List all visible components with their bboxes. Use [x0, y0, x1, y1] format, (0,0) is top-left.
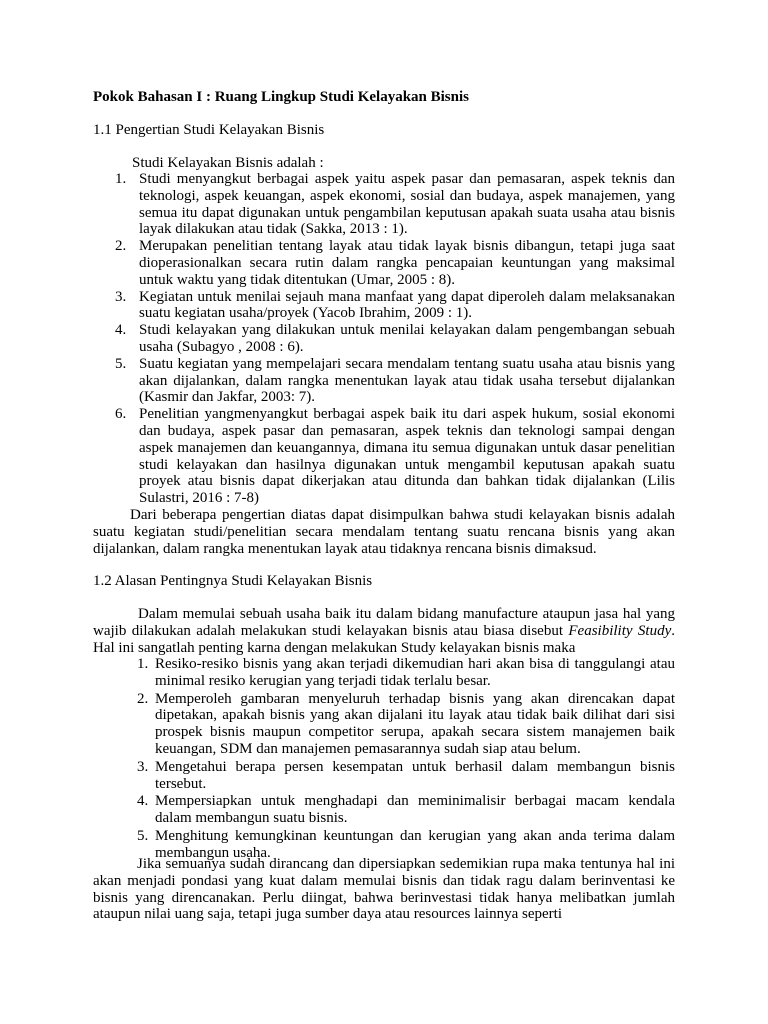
closing-paragraph: Jika semuanya sudah dirancang dan dipersiapkan sedemikian rupa maka tentunya hal ini akan menjadi pondasi yang kuat dalam memulai bisnis dan tidak ragu dalam berinventasi ke bisnis yang direncanakan. Perlu diingat, bahwa berinvestasi tidak hanya melibatkan jumlah ataupun nilai uang saja, tetapi juga sumber daya atau resources lainnya seperti — [93, 856, 675, 923]
list-item — [93, 171, 675, 238]
list-number: 5. — [115, 355, 127, 372]
list-text: Kegiatan untuk menilai sejauh mana manfaat yang dapat diperoleh dalam melaksanakan suatu kegiatan usaha/proyek (Yacob Ibrahim, 2009 : 1). — [139, 288, 675, 322]
list-item — [93, 691, 675, 758]
list-text: Resiko-resiko bisnis yang akan terjadi dikemudian hari akan bisa di tanggulangi atau minimal resiko kerugian yang terjadi tidak terlalu besar. — [155, 656, 675, 689]
paragraph-text: Dalam memulai sebuah usaha baik itu dalam bidang manufacture ataupun jasa hal yang wajib dilakukan adalah melakukan studi kelayakan bisnis atau biasa disebut — [93, 606, 675, 639]
definition-list — [93, 171, 675, 507]
list-number: 3. — [115, 288, 127, 305]
list-item — [93, 406, 675, 507]
list-number: 2. — [137, 690, 149, 707]
section-heading-1-2: 1.2 Alasan Pentingnya Studi Kelayakan Bisnis — [93, 573, 373, 589]
list-number: 1. — [115, 171, 127, 187]
definition-intro: Studi Kelayakan Bisnis adalah : — [132, 155, 324, 171]
list-item — [93, 289, 675, 323]
italic-term: Feasibility Study — [568, 622, 672, 639]
list-text: Mempersiapkan untuk menghadapi dan meminimalisir berbagai macam kendala dalam membangun suatu bisnis. — [155, 793, 675, 827]
list-item — [93, 356, 675, 406]
list-text: Memperoleh gambaran menyeluruh terhadap bisnis yang akan direncakan dapat dipetakan, apakah bisnis yang akan dijalani itu layak atau tidak baik dilihat dari sisi prospek bisnis maupun competitor serupa, apakah secara sistem manajemen baik keuangan, SDM dan manajemen pemasarannya sudah siap atau belum. — [155, 690, 675, 757]
list-number: 2. — [115, 238, 127, 255]
list-text: Menghitung kemungkinan keuntungan dan kerugian yang akan anda terima dalam membangun usaha. — [155, 827, 675, 861]
list-text: Mengetahui berapa persen kesempatan untuk berhasil dalam membangun bisnis tersebut. — [155, 758, 675, 792]
list-item — [93, 322, 675, 356]
reason-paragraph — [93, 606, 675, 656]
list-number: 3. — [137, 758, 149, 775]
list-number: 5. — [137, 827, 149, 844]
list-text: Merupakan penelitian tentang layak atau tidak layak bisnis dibangun, tetapi juga saat dioperasionalkan secara rutin dalam rangka pencapaian keuntungan yang maksimal untuk waktu yang tidak ditentukan (Umar, 2005 : 8). — [139, 238, 675, 288]
list-number: 1. — [137, 656, 149, 672]
list-item — [93, 759, 675, 793]
list-text: Studi kelayakan yang dilakukan untuk menilai kelayakan dalam pengembangan sebuah usaha (Subagyo , 2008 : 6). — [139, 322, 675, 355]
paragraph-text: . Hal ini sangatlah penting karna dengan melakukan Study kelayakan bisnis maka — [93, 622, 676, 656]
list-number: 4. — [115, 322, 127, 339]
section-heading-1-1: 1.1 Pengertian Studi Kelayakan Bisnis — [93, 122, 325, 138]
list-item — [93, 238, 675, 288]
conclusion-paragraph: Dari beberapa pengertian diatas dapat disimpulkan bahwa studi kelayakan bisnis adalah suatu kegiatan studi/penelitian secara mendalam tentang suatu rencana bisnis yang akan dijalankan, dalam rangka menentukan layak atau tidaknya rencana bisnis dimaksud. — [93, 507, 675, 557]
reason-list — [93, 656, 675, 862]
list-number: 4. — [137, 793, 149, 810]
list-item — [93, 793, 675, 827]
list-text: Studi menyangkut berbagai aspek yaitu aspek pasar dan pemasaran, aspek teknis dan teknologi, aspek keuangan, aspek ekonomi, sosial dan budaya, aspek manajemen, yang semua itu dapat digunakan untuk pengambilan keputusan apakah suata usaha atau bisnis layak dilakukan atau tidak (Sakka, 2013 : 1). — [139, 171, 675, 238]
list-text: Suatu kegiatan yang mempelajari secara mendalam tentang suatu usaha atau bisnis yang akan dijalankan, dalam rangka menentukan layak atau tidak usaha tersebut dijalankan (Kasmir dan Jakfar, 2003: 7). — [139, 355, 675, 406]
list-text: Penelitian yangmenyangkut berbagai aspek baik itu dari aspek hukum, sosial ekonomi dan budaya, aspek pasar dan pemasaran, aspek teknis dan teknologi sampai dengan aspek manajemen dan keuangannya, dimana itu semua digunakan untuk dasar penelitian studi kelayakan dan hasilnya digunakan untuk mengambil keputusan apakah suatu proyek atau bisnis dapat dikerjakan atau ditunda dan bahkan tidak dijalankan (Lilis Sulastri, 2016 : 7-8) — [139, 406, 675, 507]
document-title: Pokok Bahasan I : Ruang Lingkup Studi Kelayakan Bisnis — [93, 89, 469, 105]
list-number: 6. — [115, 406, 127, 423]
list-item — [93, 656, 675, 690]
